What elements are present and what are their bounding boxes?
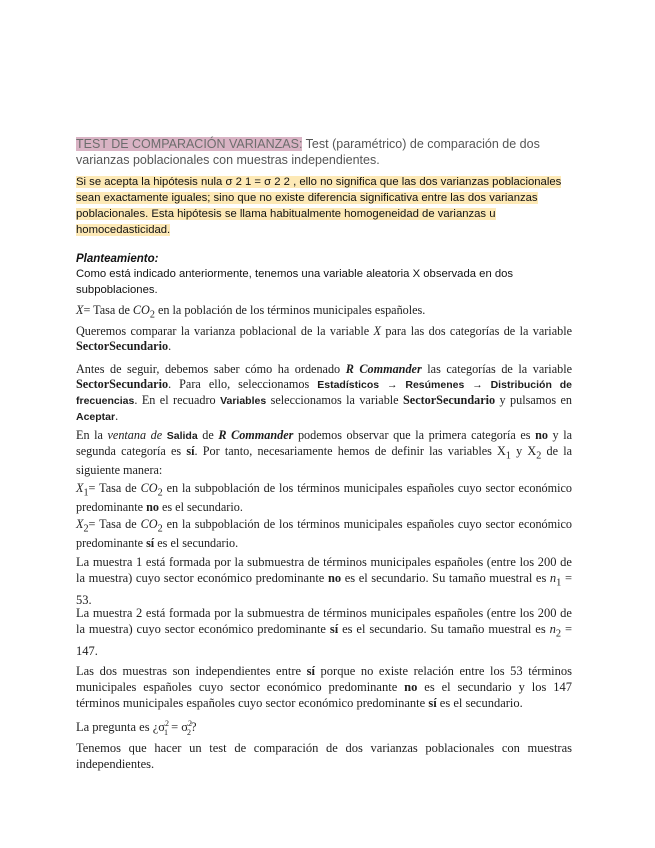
paragraph-independence: Las dos muestras son independientes entre sí porque no existe relación entre los 53 términos municipales españoles cuyo sector económico predominante no es el secundario y los 147 términos municipales españoles cuyo sector económico predominante sí es el secundario. <box>76 664 572 710</box>
paragraph-rcommander-order: Antes de seguir, debemos saber cómo ha ordenado R Commander las categorías de la variable SectorSecundario. Para ello, seleccionamos Estadísticos → Resúmenes → Distribución de frecuencias. En el recuadro Variables seleccionamos la variable SectorSecundario y pulsamos en Aceptar. <box>76 362 573 423</box>
paragraph-x2-definition: $X_2=$ Tasa de $CO_2$ en la subpoblación de los términos municipales españoles cuyo sector económico predominante sí es el secundario. <box>76 517 573 551</box>
paragraph-compare-variance: Queremos comparar la varianza poblacional de la variable X para las dos categorías de la variable SectorSecundario. <box>76 324 572 353</box>
title-highlight: TEST DE COMPARACIÓN VARIANZAS: <box>76 137 303 151</box>
planteamiento-heading: Planteamiento: <box>76 253 159 265</box>
section-title <box>76 136 572 168</box>
paragraph-variable-x: X= Tasa de $CO_2$ en la población de los términos municipales españoles. <box>76 303 426 321</box>
paragraph-question: La pregunta es ¿$\sigma^2_1 = \sigma^2_2$? <box>76 719 197 737</box>
hypothesis-note <box>76 174 572 238</box>
paragraph-conclusion: Tenemos que hacer un test de comparación de dos varianzas poblacionales con muestras independientes. <box>76 741 572 771</box>
title-rest: Test (paramétrico) de comparación de dos varianzas poblacionales con muestras independientes. <box>76 137 540 167</box>
paragraph-sample-2: La muestra 2 está formada por la submuestra de términos municipales españoles (entre los 200 de la muestra) cuyo sector económico predominante sí es el secundario. Su tamaño muestral es $n_2 = 147$. <box>76 606 572 658</box>
hypothesis-text: Si se acepta la hipótesis nula σ 2 1 = σ 2 2 , ello no significa que las dos varianzas poblacionales sean exactamente iguales; sino que no existe diferencia significativa entre las dos varianzas poblacionales. Esta hipótesis se llama habitualmente homogeneidad de varianzas u homocedasticidad. <box>76 176 562 236</box>
paragraph-x1-definition: $X_1=$ Tasa de $CO_2$ en la subpoblación de los términos municipales españoles cuyo sector económico predominante no es el secundario. <box>76 481 573 515</box>
paragraph-output-window: En la ventana de Salida de R Commander podemos observar que la primera categoría es no y la segunda categoría es sí. Por tanto, necesariamente hemos de definir las variables $X_1$ y $X_2$ de la siguiente manera: <box>76 428 572 478</box>
paragraph-sample-1: La muestra 1 está formada por la submuestra de términos municipales españoles (entre los 200 de la muestra) cuyo sector económico predominante no es el secundario. Su tamaño muestral es $n_1 = 53$. <box>76 555 573 607</box>
menu-path: Estadísticos → Resúmenes → Distribución de frecuencias <box>76 379 572 407</box>
planteamiento-text: Como está indicado anteriormente, tenemos una variable aleatoria X observada en dos subpoblaciones. <box>76 268 514 296</box>
